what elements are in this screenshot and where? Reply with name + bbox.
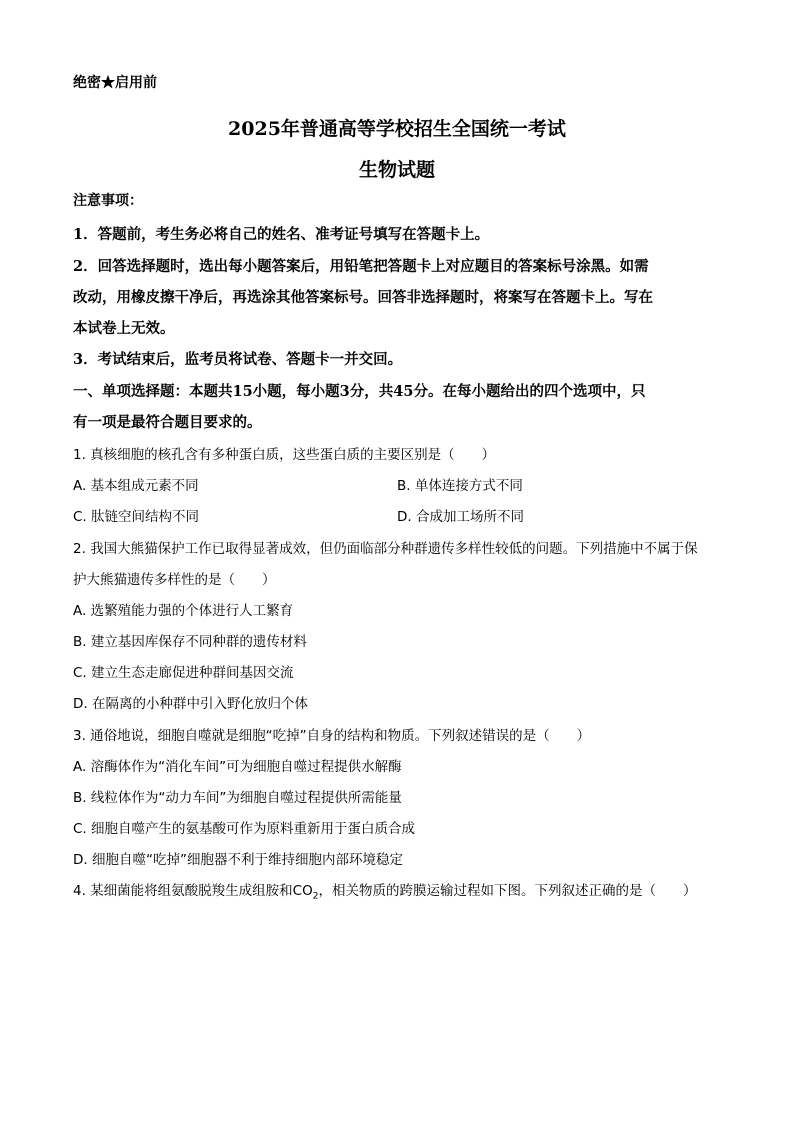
question-2-option-c: C. 建立生态走廊促进种群间基因交流 [73, 665, 294, 681]
exam-title: 2025年普通高等学校招生全国统一考试 [228, 118, 566, 140]
secret-mark: 绝密★启用前 [73, 75, 157, 91]
notice-heading: 注意事项： [73, 193, 143, 209]
question-2-option-a: A. 选繁殖能力强的个体进行人工繁育 [73, 603, 294, 619]
section-1-heading-line-1: 一、单项选择题：本题共15小题，每小题3分，共45分。在每小题给出的四个选项中，只 [73, 383, 646, 400]
subject-title: 生物试题 [358, 159, 435, 181]
question-3-option-b: B. 线粒体作为“动力车间”为细胞自噬过程提供所需能量 [73, 790, 402, 806]
question-4-stem-post: ，相关物质的跨膜运输过程如下图。下列叙述正确的是（ ） [318, 883, 697, 899]
question-1-option-a: A. 基本组成元素不同 [73, 478, 199, 494]
question-4-stem [73, 879, 696, 902]
question-3-option-d: D. 细胞自噬“吃掉”细胞器不利于维持细胞内部环境稳定 [73, 852, 403, 868]
question-4-stem-subscript: 2 [312, 891, 319, 902]
question-3-option-c: C. 细胞自噬产生的氨基酸可作为原料重新用于蛋白质合成 [73, 821, 416, 837]
question-1-option-d: D. 合成加工场所不同 [397, 509, 524, 525]
notice-item-2-line-2: 改动，用橡皮擦干净后，再选涂其他答案标号。回答非选择题时，将案写在答题卡上。写在 [73, 289, 653, 306]
question-3-stem: 3. 通俗地说，细胞自噬就是细胞“吃掉”自身的结构和物质。下列叙述错误的是（ ） [73, 728, 591, 744]
notice-item-2-line-1: 2．回答选择题时，选出每小题答案后，用铅笔把答题卡上对应题目的答案标号涂黑。如需 [73, 258, 649, 275]
notice-item-3: 3．考试结束后，监考员将试卷、答题卡一并交回。 [73, 351, 403, 368]
question-1-stem: 1. 真核细胞的核孔含有多种蛋白质，这些蛋白质的主要区别是（ ） [73, 447, 496, 463]
question-3-option-a: A. 溶酶体作为“消化车间”可为细胞自噬过程提供水解酶 [73, 759, 402, 775]
notice-item-1: 1．答题前，考生务必将自己的姓名、准考证号填写在答题卡上。 [73, 226, 490, 243]
question-2-option-d: D. 在隔离的小种群中引入野化放归个体 [73, 696, 308, 712]
question-4-stem-pre: 4. 某细菌能将组氨酸脱羧生成组胺和CO [73, 883, 313, 899]
question-2-option-b: B. 建立基因库保存不同种群的遗传材料 [73, 634, 307, 650]
question-2-stem-line-2: 护大熊猫遗传多样性的是（ ） [73, 572, 276, 588]
section-1-heading-line-2: 有一项是最符合题目要求的。 [73, 414, 262, 431]
question-1-option-b: B. 单体连接方式不同 [397, 478, 523, 494]
notice-item-2-line-3: 本试卷上无效。 [73, 320, 175, 337]
question-1-option-c: C. 肽链空间结构不同 [73, 509, 200, 525]
question-2-stem-line-1: 2. 我国大熊猫保护工作已取得显著成效，但仍面临部分种群遗传多样性较低的问题。下列措施中不属于保 [73, 541, 698, 557]
